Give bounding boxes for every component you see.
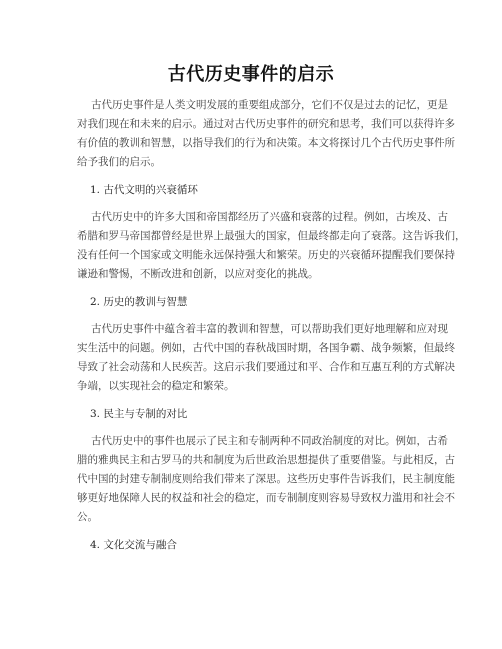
paragraph-line: 够更好地保障人民的权益和社会的稳定，而专制制度则容易导致权力滥用和社会不 <box>77 492 455 504</box>
section-heading: 3. 民主与专制的对比 <box>90 408 188 420</box>
document-title: 古代历史事件的启示 <box>167 64 335 85</box>
section-heading: 2. 历史的教训与智慧 <box>90 296 188 308</box>
section-heading: 4. 文化交流与融合 <box>90 539 177 551</box>
paragraph-line: 古代历史中的事件也展示了民主和专制两种不同政治制度的对比。例如，古希 <box>91 435 448 447</box>
section-paragraph <box>77 320 455 396</box>
section-paragraph <box>77 432 455 527</box>
intro-paragraph <box>77 96 455 172</box>
paragraph-line: 代中国的封建专制制度则给我们带来了深思。这些历史事件告诉我们，民主制度能 <box>77 473 455 485</box>
paragraph-line: 谦逊和警惕，不断改进和创新，以应对变化的挑战。 <box>77 268 319 280</box>
paragraph-line: 给予我们的启示。 <box>77 156 161 168</box>
section-paragraph <box>77 208 466 284</box>
paragraph-line: 古代历史事件中蕴含着丰富的教训和智慧，可以帮助我们更好地理解和应对现 <box>91 323 448 335</box>
paragraph-line: 没有任何一个国家或文明能永远保持强大和繁荣。历史的兴衰循环提醒我们要保持 <box>77 249 455 261</box>
paragraph-line: 实生活中的问题。例如，古代中国的春秋战国时期，各国争霸、战争频繁，但最终 <box>77 342 455 354</box>
paragraph-line: 有价值的教训和智慧，以指导我们的行为和决策。本文将探讨几个古代历史事件所 <box>77 137 455 149</box>
paragraph-line: 腊的雅典民主和古罗马的共和制度为后世政治思想提供了重要借鉴。与此相反，古 <box>77 454 455 466</box>
paragraph-line: 古代历史中的许多大国和帝国都经历了兴盛和衰落的过程。例如，古埃及、古 <box>91 211 448 223</box>
paragraph-line: 争端，以实现社会的稳定和繁荣。 <box>77 380 235 392</box>
paragraph-line: 对我们现在和未来的启示。通过对古代历史事件的研究和思考，我们可以获得许多 <box>77 118 455 130</box>
paragraph-line: 希腊和罗马帝国都曾经是世界上最强大的国家，但最终都走向了衰落。这告诉我们， <box>77 230 466 242</box>
paragraph-line: 公。 <box>77 511 98 523</box>
paragraph-line: 古代历史事件是人类文明发展的重要组成部分，它们不仅是过去的记忆，更是 <box>91 99 448 111</box>
paragraph-line: 导致了社会动荡和人民疾苦。这启示我们要通过和平、合作和互惠互利的方式解决 <box>77 361 455 373</box>
section-heading: 1. 古代文明的兴衰循环 <box>90 184 198 196</box>
